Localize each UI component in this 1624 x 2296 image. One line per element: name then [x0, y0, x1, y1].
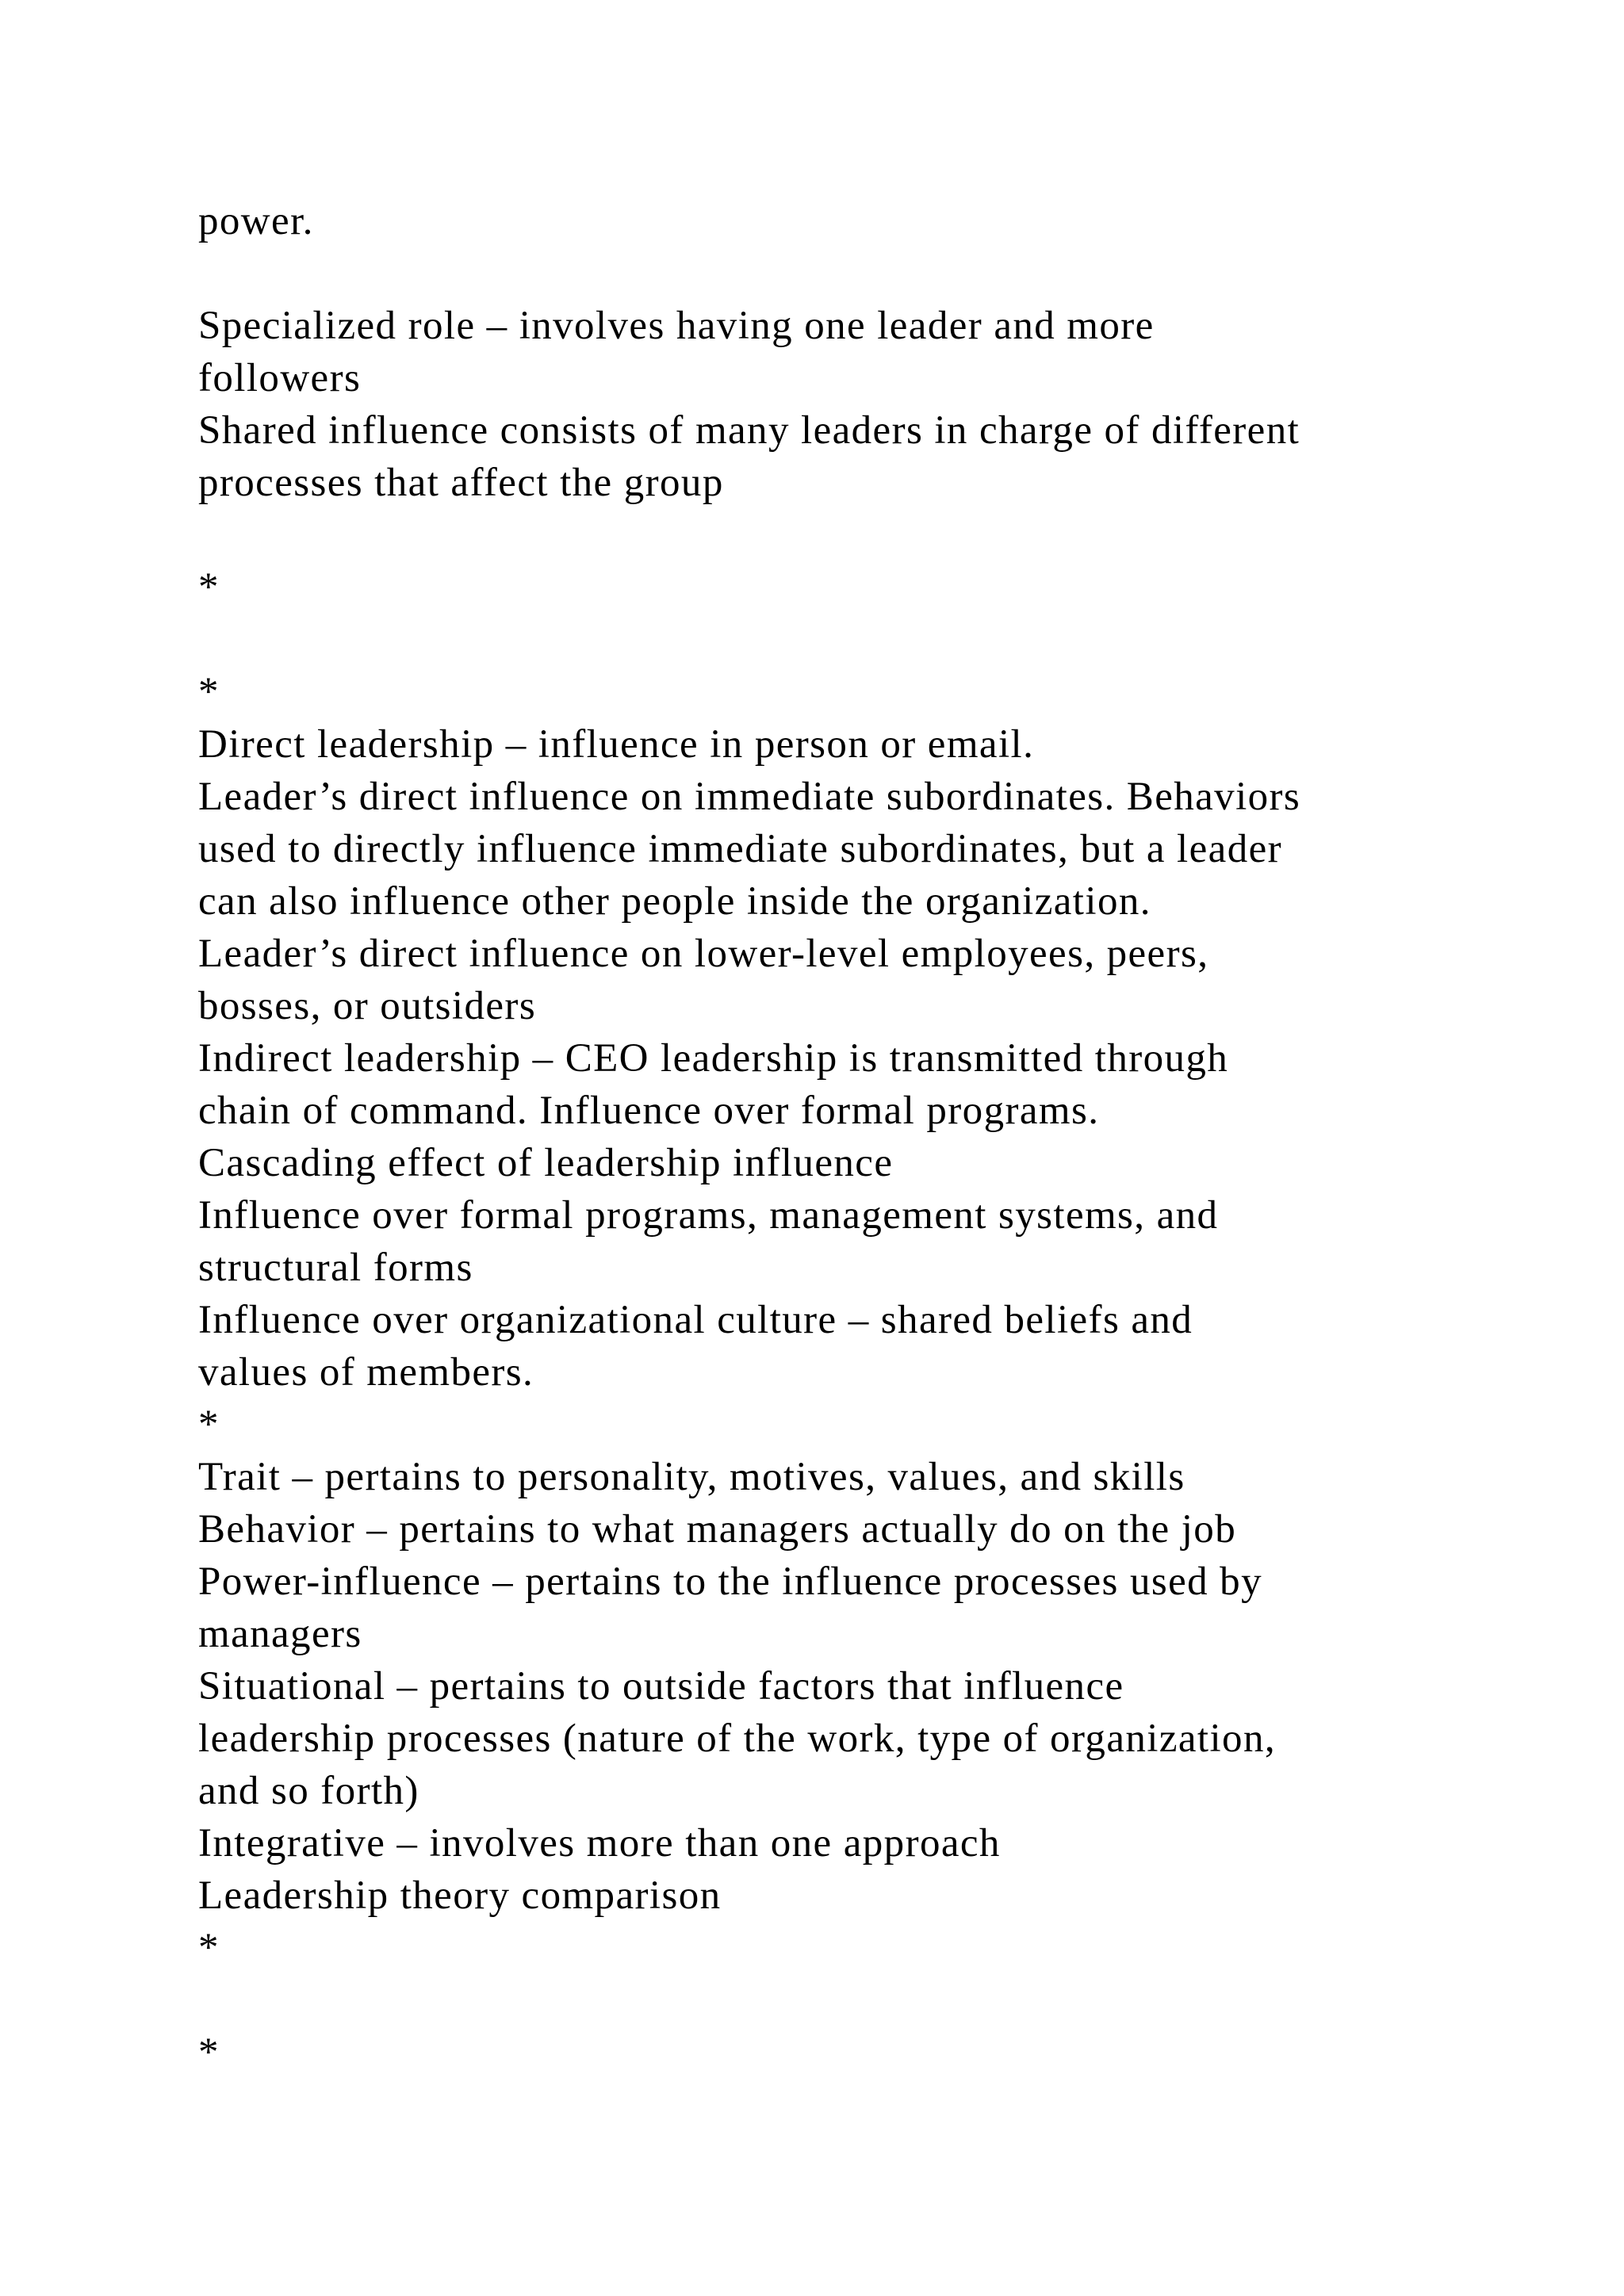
text-line: Situational – pertains to outside factors that influence	[198, 1664, 1124, 1709]
blank-line	[198, 614, 1467, 666]
text-line: managers	[198, 1612, 362, 1656]
text-line: Specialized role – involves having one leader and more	[198, 304, 1155, 348]
text-line: Leader’s direct influence on lower-level employees, peers,	[198, 932, 1209, 976]
text-line: and so forth)	[198, 1769, 419, 1813]
asterisk-line: *	[198, 670, 220, 714]
text-line: bosses, or outsiders	[198, 984, 537, 1028]
text-line: values of members.	[198, 1350, 534, 1395]
text-line: Direct leadership – influence in person or email.	[198, 722, 1035, 767]
text-line: processes that affect the group	[198, 461, 724, 505]
text-line: followers	[198, 356, 362, 400]
text-line: Power-influence – pertains to the influence processes used by	[198, 1559, 1262, 1604]
text-line: chain of command. Influence over formal programs.	[198, 1089, 1100, 1133]
blank-line	[198, 509, 1467, 561]
blank-line	[198, 247, 1467, 300]
text-line: Leader’s direct influence on immediate subordinates. Behaviors	[198, 775, 1301, 819]
asterisk-line: *	[198, 1402, 220, 1447]
text-line: Shared influence consists of many leaders in charge of different	[198, 408, 1300, 453]
text-line: Influence over organizational culture – shared beliefs and	[198, 1298, 1193, 1342]
text-line: Trait – pertains to personality, motives, values, and skills	[198, 1455, 1185, 1499]
text-line: Indirect leadership – CEO leadership is transmitted through	[198, 1036, 1229, 1081]
text-line: Influence over formal programs, management systems, and	[198, 1193, 1219, 1238]
text-line: Behavior – pertains to what managers actually do on the job	[198, 1507, 1237, 1552]
text-line: Integrative – involves more than one approach	[198, 1821, 1001, 1866]
blank-line	[198, 1974, 1467, 2026]
document-body	[198, 195, 1467, 2079]
asterisk-line: *	[198, 1926, 220, 1970]
asterisk-line: *	[198, 565, 220, 610]
text-line: can also influence other people inside the organization.	[198, 879, 1151, 924]
text-line: power.	[198, 199, 314, 243]
text-line: Leadership theory comparison	[198, 1873, 722, 1918]
text-line: structural forms	[198, 1246, 473, 1290]
text-line: used to directly influence immediate subordinates, but a leader	[198, 827, 1283, 871]
text-line: leadership processes (nature of the work, type of organization,	[198, 1716, 1276, 1761]
text-line: Cascading effect of leadership influence	[198, 1141, 894, 1185]
asterisk-line: *	[198, 2030, 220, 2075]
